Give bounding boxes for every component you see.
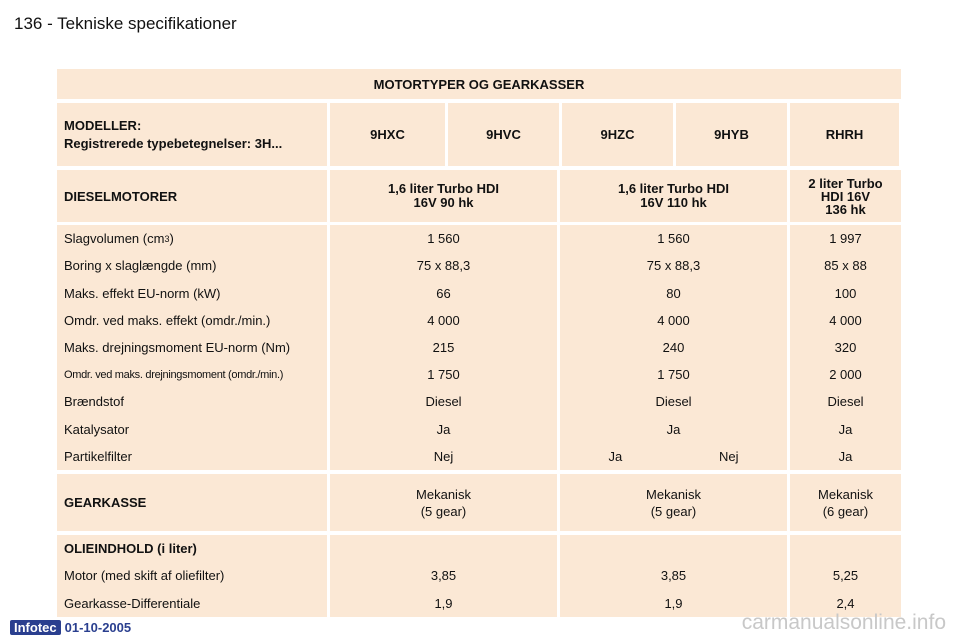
- specs-col-1: [330, 225, 557, 470]
- spec-value: 4 000: [657, 312, 690, 328]
- spec-label: Omdr. ved maks. effekt (omdr./min.): [64, 312, 271, 328]
- footer: [10, 620, 131, 635]
- models-label-line1: MODELLER:: [64, 117, 142, 133]
- spec-value: Diesel: [425, 394, 462, 410]
- engines-row: [57, 170, 901, 222]
- oil-value: 5,25: [832, 568, 859, 584]
- spec-value: Diesel: [655, 394, 692, 410]
- spec-value: 75 x 88,3: [646, 258, 701, 274]
- spec-label: Boring x slaglængde (mm): [64, 258, 217, 274]
- spec-value: 4 000: [427, 312, 460, 328]
- model-code: 9HXC: [330, 103, 445, 166]
- spec-value: 1 750: [427, 367, 460, 383]
- spec-label: Maks. drejningsmoment EU-norm (Nm): [64, 339, 291, 355]
- models-label-line2: Registrerede typebetegnelser: 3H...: [64, 135, 283, 151]
- spec-label: Brændstof: [64, 394, 124, 410]
- model-code: 9HYB: [676, 103, 787, 166]
- engine-1-line2: 16V 90 hk: [413, 195, 474, 210]
- oil-value: 1,9: [434, 595, 453, 611]
- engine-1-line1: 1,6 liter Turbo HDI: [388, 181, 499, 196]
- spec-value: Ja: [838, 421, 853, 437]
- spec-value: 80: [666, 285, 681, 301]
- gearbox-2-type: Mekanisk: [646, 486, 701, 502]
- footer-date: 01-10-2005: [64, 620, 132, 635]
- spec-label: Katalysator: [64, 421, 130, 437]
- spec-label: Partikelfilter: [64, 448, 132, 464]
- specs-col-3: [790, 225, 901, 470]
- specs-labels: [57, 225, 327, 470]
- spec-value: Ja: [608, 448, 623, 464]
- gearbox-3: [790, 474, 901, 531]
- spec-value: 215: [432, 339, 455, 355]
- spec-label: Maks. effekt EU-norm (kW): [64, 285, 221, 301]
- section-title: MOTORTYPER OG GEARKASSER: [57, 69, 901, 99]
- model-code: 9HVC: [448, 103, 559, 166]
- spec-value: 75 x 88,3: [416, 258, 471, 274]
- spec-value: Diesel: [827, 394, 864, 410]
- oil-col-1: [330, 535, 557, 617]
- oil-value: 3,85: [430, 568, 457, 584]
- engine-1: [330, 170, 557, 222]
- gearbox-1: [330, 474, 557, 531]
- infotec-logo: Infotec: [10, 620, 61, 635]
- gearbox-label: GEARKASSE: [57, 474, 327, 531]
- watermark: carmanualsonline.info: [741, 611, 946, 634]
- spec-value: 85 x 88: [824, 258, 867, 274]
- gearbox-row: [57, 474, 901, 531]
- engine-3: [790, 170, 901, 222]
- page-title: 136 - Tekniske specifikationer: [14, 14, 237, 33]
- spec-value: Ja: [838, 448, 853, 464]
- models-row: [57, 103, 901, 166]
- engine-2-line1: 1,6 liter Turbo HDI: [618, 181, 729, 196]
- spec-value-split: [560, 443, 787, 470]
- models-label: [57, 103, 327, 166]
- oil-row-label: Motor (med skift af oliefilter): [64, 568, 225, 584]
- engine-3-line1: 2 liter Turbo: [808, 175, 883, 191]
- specs-block: [57, 225, 901, 470]
- engine-3-line2: HDI 16V: [820, 188, 871, 204]
- spec-value: 66: [436, 285, 451, 301]
- spec-value: 1 997: [829, 231, 862, 247]
- oil-value: 1,9: [664, 595, 683, 611]
- spec-label: Slagvolumen (cm 3 ): [64, 231, 174, 247]
- engine-3-line3: 136 hk: [825, 201, 866, 217]
- engine-2-line2: 16V 110 hk: [640, 195, 707, 210]
- spec-label: Omdr. ved maks. drejningsmoment (omdr./min.): [64, 368, 284, 381]
- oil-value: 2,4: [836, 595, 855, 611]
- oil-labels: [57, 535, 327, 617]
- spec-value: 1 750: [657, 367, 690, 383]
- specs-col-2: [560, 225, 787, 470]
- model-code: 9HZC: [562, 103, 673, 166]
- engines-label: DIESELMOTORER: [57, 170, 327, 222]
- gearbox-2-gears: (5 gear): [650, 503, 697, 519]
- oil-block: [57, 535, 901, 617]
- model-code: RHRH: [790, 103, 899, 166]
- spec-value: Ja: [666, 421, 681, 437]
- gearbox-2: [560, 474, 787, 531]
- spec-value: 1 560: [427, 231, 460, 247]
- oil-col-2: [560, 535, 787, 617]
- engine-2: [560, 170, 787, 222]
- spec-value: 4 000: [829, 312, 862, 328]
- oil-row-label: Gearkasse-Differentiale: [64, 595, 201, 611]
- spec-value: Ja: [436, 421, 451, 437]
- spec-value: 320: [834, 339, 857, 355]
- oil-value: 3,85: [660, 568, 687, 584]
- gearbox-1-gears: (5 gear): [420, 503, 467, 519]
- spec-value: 100: [834, 285, 857, 301]
- oil-col-3: [790, 535, 901, 617]
- spec-value: 2 000: [829, 367, 862, 383]
- spec-value: Nej: [719, 448, 739, 464]
- spec-value: 240: [662, 339, 685, 355]
- spec-value: Nej: [433, 448, 454, 464]
- gearbox-3-gears: (6 gear): [822, 503, 869, 519]
- spec-value: 1 560: [657, 231, 690, 247]
- gearbox-1-type: Mekanisk: [416, 486, 471, 502]
- gearbox-3-type: Mekanisk: [818, 486, 873, 502]
- oil-title: OLIEINDHOLD (i liter): [64, 541, 197, 557]
